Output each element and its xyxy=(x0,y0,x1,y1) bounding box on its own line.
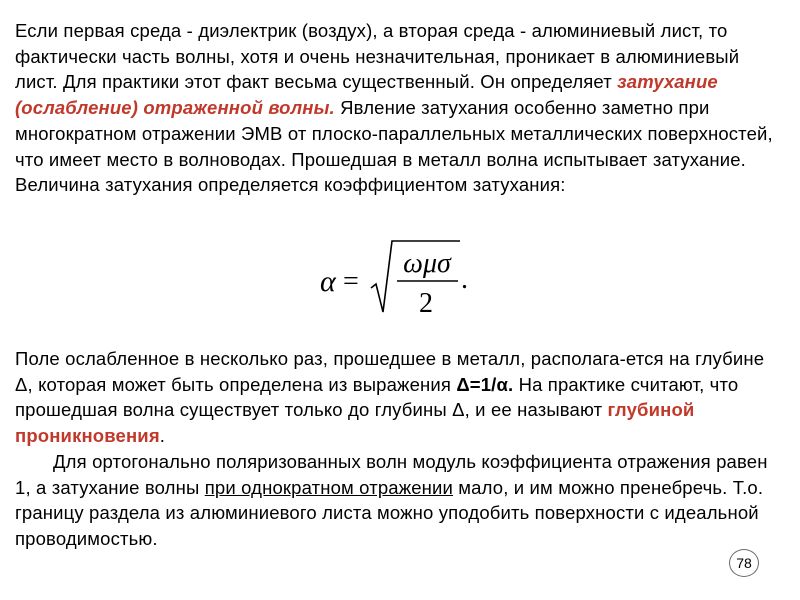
formula-numerator: ωμσ xyxy=(403,248,451,279)
paragraph-text: . xyxy=(159,425,166,447)
paragraph-text: Явление затухания особенно заметно при многократном отражении ЭМВ от плоско-параллельных металлических поверхностей, что имеет место в волноводах. Прошедшая в металл волна испытывает затухание. Величина затухания определяется коэффициентом затухания: xyxy=(15,97,773,196)
formula-period: . xyxy=(461,264,468,295)
paragraph-text: Поле ослабленное в несколько раз, прошедшее в металл, располага-ется на глубине Δ, которая может быть определена из выражения xyxy=(15,348,765,395)
page-number-badge: 78 xyxy=(729,549,759,577)
highlighted-term-attenuation: затухание (ослабление) отраженной волны. xyxy=(15,71,718,119)
formula-equals: = xyxy=(343,266,359,297)
paragraph-text: мало, и им можно пренебречь. Т.о. границу раздела из алюминиевого листа можно уподобить поверхности с идеальной проводимостью. xyxy=(15,476,764,549)
formula-alpha: α xyxy=(320,265,336,298)
paragraph-text: На практике считают, что прошедшая волна существует только до глубины Δ, и ее называют xyxy=(15,373,739,421)
paragraph-penetration-depth xyxy=(15,346,785,552)
paragraph-text: Если первая среда - диэлектрик (воздух), а вторая среда - алюминиевый лист, то фактически часть волны, хотя и очень незначительная, проникает в алюминиевый лист. Для практики этот факт весьма существенный. Он определяет xyxy=(15,20,740,93)
paragraph-text: Для ортогонально поляризованных волн модуль коэффициента отражения равен 1, а затухание волны xyxy=(15,450,768,498)
underlined-phrase: при однократном отражении xyxy=(204,476,454,498)
formula-denominator: 2 xyxy=(419,288,433,319)
highlighted-term-penetration-depth: глубиной проникновения xyxy=(15,399,695,447)
depth-expression: Δ=1/α. xyxy=(456,373,514,395)
attenuation-formula xyxy=(318,238,478,320)
paragraph-attenuation xyxy=(15,18,785,198)
